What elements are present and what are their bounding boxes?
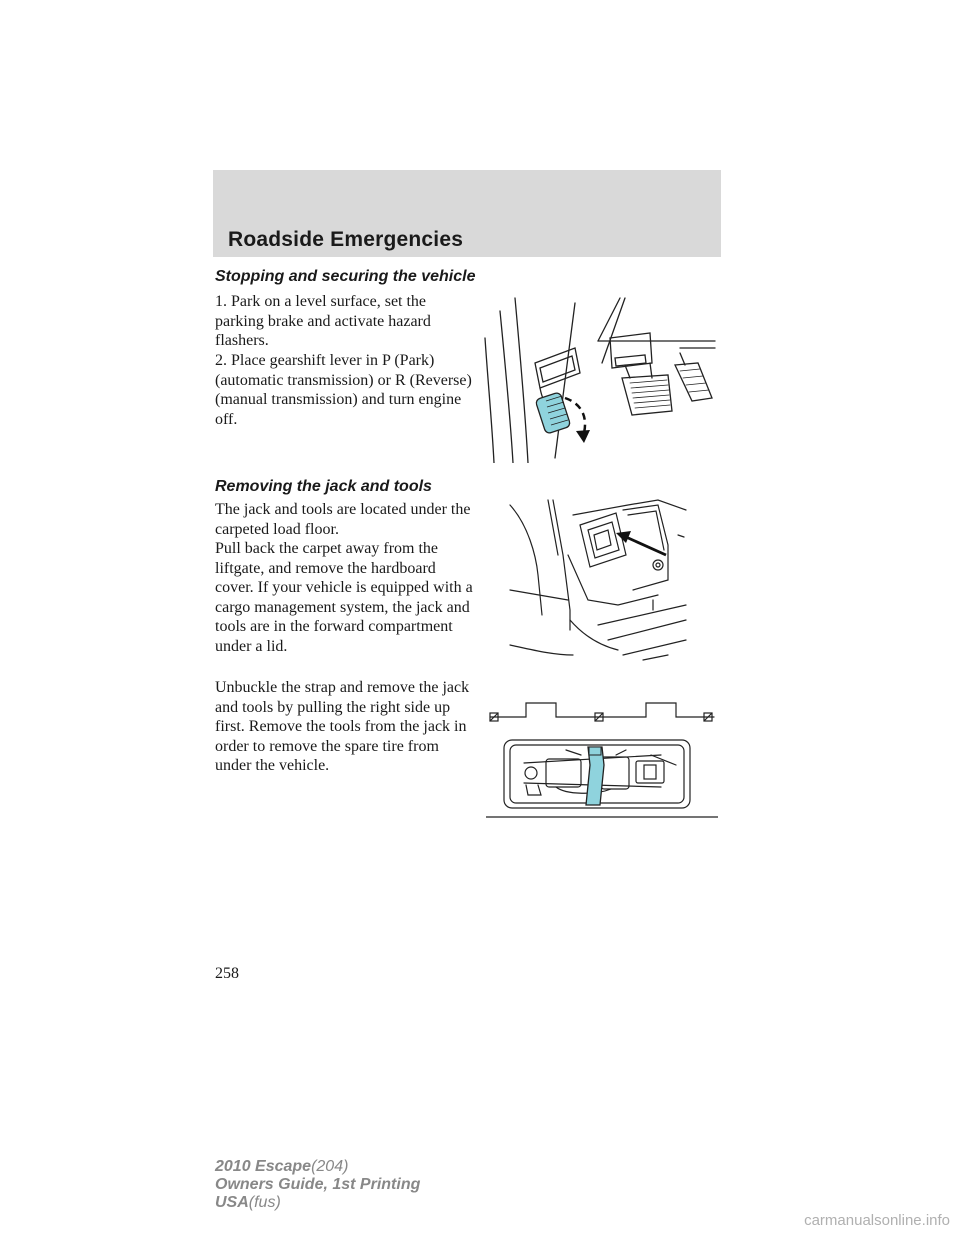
jack-strap-highlight — [586, 747, 604, 805]
section-heading-removing-jack: Removing the jack and tools — [215, 478, 432, 495]
step-1-text: 1. Park on a level surface, set the parking brake and activate hazard flashers. — [215, 293, 431, 349]
footer-market-code: (fus) — [248, 1194, 281, 1211]
footer-edition: Owners Guide, 1st Printing — [215, 1176, 421, 1193]
watermark-link[interactable]: carmanualsonline.info — [804, 1212, 950, 1229]
footer-model: 2010 Escape — [215, 1158, 312, 1175]
parking-brake-pedal-illustration — [480, 293, 725, 463]
footer-market: USA — [215, 1194, 249, 1211]
section-header-band — [213, 170, 721, 257]
carpet-removal-text: Pull back the carpet away from the liftgate, and remove the hardboard cover. If your vehicle is equipped with a cargo management system, the jack and tools are in the forward compartment under a lid. — [215, 540, 473, 655]
step-2-text: 2. Place gearshift lever in P (Park) (automatic transmission) or R (Reverse) (manual transmission) and turn engine off. — [215, 352, 472, 428]
jack-tool-tray-illustration — [486, 695, 718, 820]
document-footer — [215, 1158, 420, 1212]
unbuckle-strap-text: Unbuckle the strap and remove the jack and tools by pulling the right side up first. Remove the tools from the jack in order to remove the spare tire from under the vehicle. — [215, 679, 470, 774]
page-number: 258 — [215, 965, 239, 982]
footer-model-code: (204) — [311, 1158, 349, 1175]
cargo-area-jack-illustration — [508, 495, 693, 665]
section-title: Roadside Emergencies — [228, 228, 464, 251]
jack-location-text: The jack and tools are located under the carpeted load floor. — [215, 501, 471, 538]
section-heading-stopping: Stopping and securing the vehicle — [215, 268, 476, 285]
